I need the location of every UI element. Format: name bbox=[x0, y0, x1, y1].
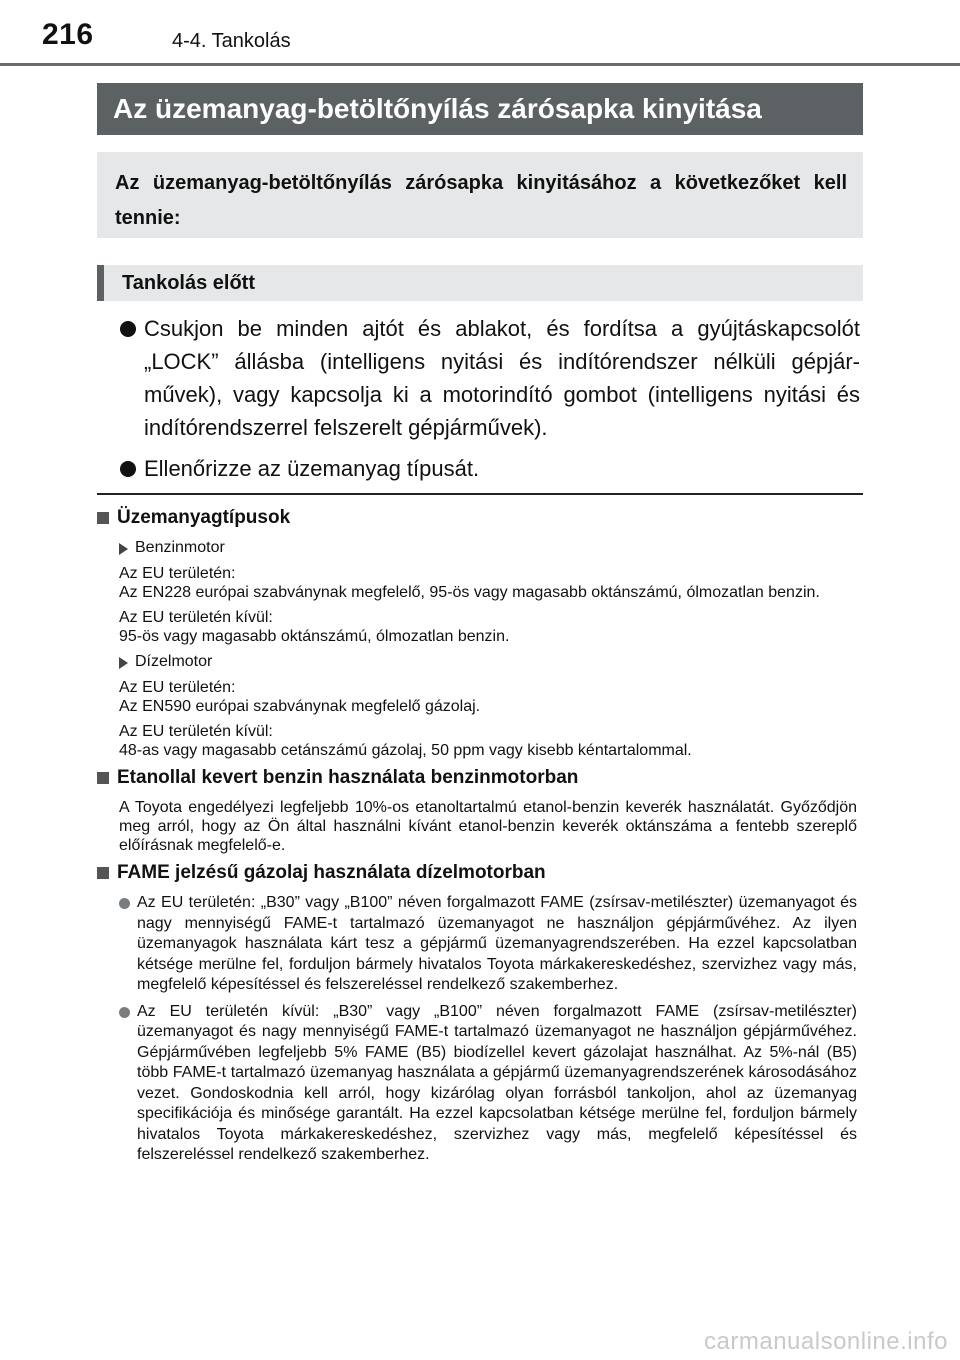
square-bullet-icon bbox=[97, 867, 109, 879]
intro-text: Az üzemanyag-betöltőnyílás zárósapka kinyitásához a következőket kell tennie: bbox=[115, 172, 847, 229]
subheading-bar bbox=[97, 265, 863, 301]
note-text: Az EU területén: „B30” vagy „B100” néven forgalmazott FAME (zsírsav-metilészter) üzemanyagot és nagy mennyiségű FAME-t tartalmazó üzemanyagot ne használjon gépjárművéhez. Az ilyen üzemanyagok használata kárt tesz a gépjármű üzemanyagrendszerében. Ha ezzel kapcsolatban kétsége merülne fel, forduljon bármely hivatalos Toyota márkakereskedéshez, szervizhez vagy más, megfelelő képesítéssel és felszereléssel rendelkező szakemberhez. bbox=[137, 894, 857, 993]
notes-content bbox=[97, 506, 857, 1172]
heading-text: Üzemanyagtípusok bbox=[117, 507, 291, 528]
petrol-eu-paragraph bbox=[97, 564, 857, 602]
intro-box bbox=[97, 152, 863, 238]
region-text: 48-as vagy magasabb cetánszámú gázolaj, 50 ppm vagy kisebb kéntartalommal. bbox=[119, 742, 692, 759]
square-bullet-icon bbox=[97, 512, 109, 524]
region-label: Az EU területén kívül: bbox=[119, 609, 273, 626]
region-label: Az EU területén kívül: bbox=[119, 723, 273, 740]
petrol-engine-label bbox=[97, 538, 857, 558]
chapter-title: 4-4. Tankolás bbox=[172, 30, 291, 52]
diesel-eu-paragraph bbox=[97, 678, 857, 716]
page-number: 216 bbox=[42, 18, 94, 51]
section-divider bbox=[97, 493, 863, 495]
region-label: Az EU területén: bbox=[119, 679, 236, 696]
petrol-non-eu-paragraph bbox=[97, 608, 857, 646]
triangle-arrow-icon bbox=[119, 657, 128, 669]
ethanol-heading bbox=[97, 766, 857, 790]
square-bullet-icon bbox=[97, 772, 109, 784]
fame-note-item bbox=[97, 893, 857, 996]
checklist-item-text: Ellenőrizze az üzemanyag típusát. bbox=[144, 456, 480, 481]
note-text: Az EU területén kívül: „B30” vagy „B100” néven forgalmazott FAME (zsírsav-metilészter) üzemanyagot és nagy mennyiségű FAME-t tartalmazó üzemanyagot ne használjon gépjárművéhez. Gépjárművében legfeljebb 5% FAME (B5) biodízellel kevert gázolajat használhat. Az 5%-nál (B5) több FAME-t tartalmazó üzemanyag használata a gépjármű üzemanyagrendszerének károsodásához vezet. Gondoskodnia kell arról, hogy kizárólag olyan forrásból tankoljon, ahol az üzemanyag specifikációja és minősége garantált. Ha ezzel kapcsolatban kétsége merülne fel, forduljon bármely hivatalos Toyota márkakereskedéshez, szervizhez vagy más, megfelelő képesítéssel és felszereléssel rendelkező szakemberhez. bbox=[137, 1002, 857, 1163]
region-label: Az EU területén: bbox=[119, 565, 236, 582]
diesel-engine-label bbox=[97, 652, 857, 672]
header-divider bbox=[0, 63, 960, 66]
checklist-item bbox=[120, 452, 860, 485]
checklist bbox=[120, 312, 860, 493]
fame-note-item bbox=[97, 1002, 857, 1166]
diesel-non-eu-paragraph bbox=[97, 722, 857, 760]
circle-bullet-icon bbox=[119, 1007, 130, 1018]
region-text: Az EN590 európai szabványnak megfelelő gázolaj. bbox=[119, 698, 481, 715]
label-text: Benzinmotor bbox=[135, 539, 225, 556]
fuel-types-heading bbox=[97, 506, 857, 530]
watermark: carmanualsonline.info bbox=[704, 1328, 948, 1355]
subheading-text: Tankolás előtt bbox=[122, 271, 255, 294]
label-text: Dízelmotor bbox=[135, 653, 213, 670]
region-text: 95-ös vagy magasabb oktánszámú, ólmozatlan benzin. bbox=[119, 628, 510, 645]
section-title: Az üzemanyag-betöltőnyílás zárósapka kinyitása bbox=[97, 83, 863, 135]
heading-text: FAME jelzésű gázolaj használata dízelmotorban bbox=[117, 862, 546, 883]
region-text: Az EN228 európai szabványnak megfelelő, 95-ös vagy magasabb oktánszámú, ólmozatlan benzin. bbox=[119, 584, 820, 601]
checklist-item-text: Csukjon be minden ajtót és ablakot, és fordítsa a gyújtáskapcsolót „LOCK” állásba (intelligens nyitási és indítórendszer nélküli gépjárművek), vagy kapcsolja ki a motorindító gombot (intelligens nyitási és indítórendszerrel felszerelt gépjárművek). bbox=[144, 316, 860, 440]
heading-text: Etanollal kevert benzin használata benzinmotorban bbox=[117, 767, 579, 788]
checklist-item bbox=[120, 312, 860, 444]
fame-heading bbox=[97, 861, 857, 885]
bullet-dot-icon bbox=[120, 461, 136, 477]
bullet-dot-icon bbox=[120, 321, 136, 337]
triangle-arrow-icon bbox=[119, 543, 128, 555]
ethanol-paragraph: A Toyota engedélyezi legfeljebb 10%-os etanoltartalmú etanol-benzin keverék használatát. Győződjön meg arról, hogy az Ön által használni kívánt etanol-benzin keverék oktánszáma a fentebb szereplő előírásnak megfelelő-e. bbox=[119, 799, 857, 854]
circle-bullet-icon bbox=[119, 898, 130, 909]
